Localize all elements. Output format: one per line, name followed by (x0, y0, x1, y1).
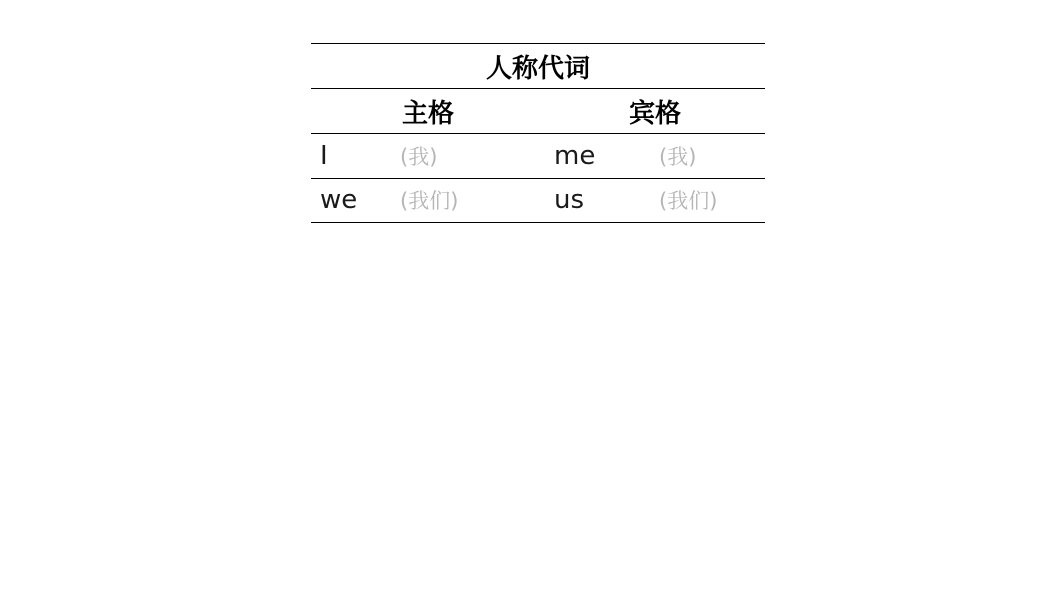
pronoun-rows (311, 134, 765, 223)
subject-translation: (我) (400, 144, 438, 169)
subject-translation-cell (400, 178, 545, 223)
object-pronoun-cell (545, 134, 659, 179)
subject-translation-cell (400, 134, 545, 179)
pronoun-table (311, 43, 765, 223)
object-pronoun: us (554, 185, 585, 216)
object-pronoun: me (554, 140, 596, 171)
object-pronoun-cell (545, 178, 659, 223)
column-header-row (311, 89, 765, 134)
subject-pronoun: I (320, 140, 328, 171)
table-title: 人称代词 (311, 44, 765, 89)
title-row (311, 44, 765, 89)
objective-case-header: 宾格 (545, 89, 765, 134)
subject-pronoun-cell (311, 178, 400, 223)
object-translation: (我们) (659, 189, 718, 214)
subject-translation: (我们) (400, 189, 459, 214)
object-translation-cell (659, 178, 765, 223)
subjective-case-header: 主格 (311, 89, 545, 134)
object-translation: (我) (659, 144, 697, 169)
subject-pronoun-cell (311, 134, 400, 179)
object-translation-cell (659, 134, 765, 179)
table-row (311, 134, 765, 179)
subject-pronoun: we (320, 185, 358, 216)
table-row (311, 178, 765, 223)
